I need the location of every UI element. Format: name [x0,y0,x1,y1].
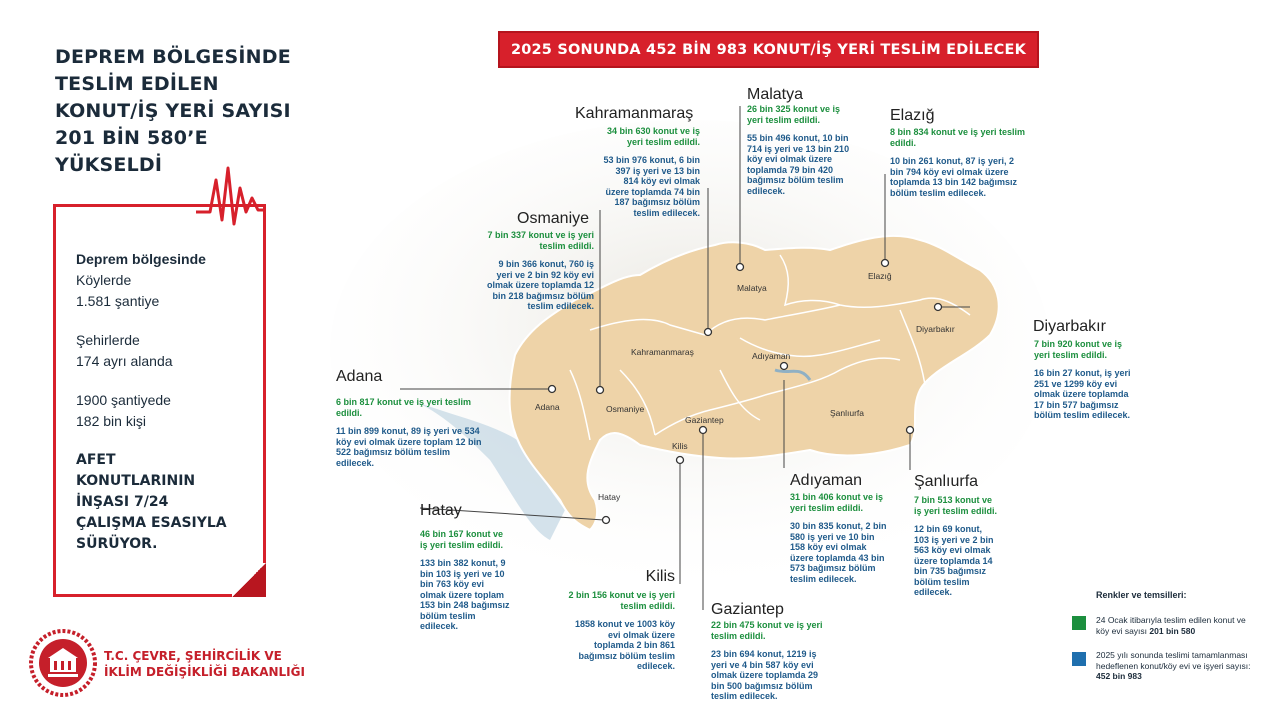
headline [55,44,315,179]
city-title-gaziantep: Gaziantep [711,601,784,618]
card-p1-line3: 1.581 şantiye [76,293,160,309]
ministry-emblem-icon [28,628,98,698]
card-caption [76,450,261,555]
city-title-elazig: Elazığ [890,107,935,124]
city-title-kahramanmaras: Kahramanmaraş [575,105,694,122]
map-label-adana: Adana [535,402,560,412]
city-title-malatya: Malatya [747,86,804,103]
city-marker-sanliurfa [907,427,914,434]
headline-line: YÜKSELDİ [55,154,163,176]
info-card [53,204,266,597]
delivered-text: 7 bin 513 konut ve iş yeri teslim edildi. [914,495,998,516]
legend-green-value: 201 bin 580 [1149,625,1196,636]
planned-text: 10 bin 261 konut, 87 iş yeri, 2 bin 794 köy evi olmak üzere toplamda 13 bin 142 bağımsız bölüm teslim edilecek. [890,156,1018,198]
city-info-kahramanmaras [598,126,700,218]
card-p3-line2: 182 bin kişi [76,413,147,429]
city-title-osmaniye: Osmaniye [517,210,590,227]
legend-blue-value: 452 bin 983 [1096,671,1142,681]
legend-blue-swatch [1072,652,1086,666]
city-info-adiyaman [790,492,892,584]
planned-text: 12 bin 69 konut, 103 iş yeri ve 2 bin 563 köy evi olmak üzere toplamda 14 bin 735 bağımsız bölüm teslim edilecek. [914,524,994,597]
legend-title: Renkler ve temsilleri: [1096,590,1187,600]
planned-text: 55 bin 496 konut, 10 bin 714 iş yeri ve 13 bin 210 köy evi olmak üzere toplamda 79 bin 420 bağımsız bölüm teslim edilecek. [747,133,850,196]
city-marker-adana [549,386,556,393]
city-marker-kilis [677,457,684,464]
delivered-text: 2 bin 156 konut ve iş yeri teslim edildi. [568,590,675,611]
legend-green-label: 24 Ocak itibarıyla teslim edilen konut ve köy evi sayısı [1096,615,1246,636]
city-title-hatay: Hatay [420,502,462,519]
city-title-adana: Adana [336,368,383,385]
city-info-malatya [747,104,857,196]
planned-text: 133 bin 382 konut, 9 bin 103 iş yeri ve 10 bin 763 köy evi olmak üzere toplam 153 bin 248 bağımsız bölüm teslim edilecek. [420,558,510,631]
legend-green-swatch [1072,616,1086,630]
planned-text: 53 bin 976 konut, 6 bin 397 iş yeri ve 13 bin 814 köy evi olmak üzere toplamda 74 bin 187 bağımsız bölüm teslim edilecek. [603,155,700,218]
map-label-adiyaman: Adıyaman [752,351,791,361]
map-label-gaziantep: Gaziantep [685,415,724,425]
legend-blue-label: 2025 yılı sonunda teslimi tamamlanması hedeflenen konut/köy evi ve işyeri sayısı: [1096,650,1251,671]
card-text [76,249,261,555]
caption-line: İNŞASI 7/24 [76,494,169,510]
planned-text: 23 bin 694 konut, 1219 iş yeri ve 4 bin 587 köy evi olmak üzere toplamda 29 bin 500 bağımsız bölüm teslim edilecek. [711,649,819,701]
card-p2-line2: 174 ayrı alanda [76,353,173,369]
caption-line: AFET [76,452,116,468]
card-p1-title: Deprem bölgesinde [76,251,206,267]
delivered-text: 6 bin 817 konut ve iş yeri teslim edildi. [336,397,472,418]
legend-blue-text [1096,650,1264,682]
caption-line: KONUTLARININ [76,473,196,489]
city-info-diyarbakir [1034,339,1134,421]
delivered-text: 31 bin 406 konut ve iş yeri teslim edildi. [790,492,884,513]
card-p3-line1: 1900 şantiyede [76,392,171,408]
city-info-kilis [568,590,675,672]
city-title-adiyaman: Adıyaman [790,472,863,489]
city-title-diyarbakir: Diyarbakır [1033,318,1106,335]
planned-text: 16 bin 27 konut, iş yeri 251 ve 1299 köy evi olmak üzere toplamda 17 bin 577 bağımsız bölüm teslim edilecek. [1034,368,1131,420]
city-marker-elazig [882,260,889,267]
city-info-gaziantep [711,620,833,702]
caption-line: ÇALIŞMA ESASIYLA [76,515,227,531]
headline-line: 201 BİN 580’E [55,127,208,149]
planned-text: 1858 konut ve 1003 köy evi olmak üzere toplamda 2 bin 861 bağımsız bölüm teslim edilecek. [574,619,675,671]
map-label-malatya: Malatya [737,283,767,293]
delivered-text: 22 bin 475 konut ve iş yeri teslim edildi. [711,620,823,641]
card-folded-corner [232,563,266,597]
ministry-line: İKLİM DEĞİŞİKLİĞİ BAKANLIĞI [104,665,305,679]
city-marker-gaziantep [700,427,707,434]
ministry-name [104,648,305,680]
ministry-line: T.C. ÇEVRE, ŞEHİRCİLİK VE [104,649,282,663]
city-marker-adiyaman [781,363,788,370]
map-label-diyarbakir: Diyarbakır [916,324,955,334]
city-title-sanliurfa: Şanlıurfa [914,473,979,490]
map-label-kilis: Kilis [672,441,688,451]
headline-line: KONUT/İŞ YERİ SAYISI [55,100,291,122]
delivered-text: 7 bin 920 konut ve iş yeri teslim edildi. [1034,339,1123,360]
city-info-hatay [420,529,512,632]
planned-text: 11 bin 899 konut, 89 iş yeri ve 534 köy evi olmak üzere toplam 12 bin 522 bağımsız bölüm teslim edilecek. [336,426,482,468]
map-label-osmaniye: Osmaniye [606,404,645,414]
city-info-osmaniye [484,230,594,312]
legend-green-text [1096,615,1256,636]
map-label-elazig: Elazığ [868,271,892,281]
heartbeat-icon [196,150,276,230]
city-marker-osmaniye [597,387,604,394]
headline-line: TESLİM EDİLEN [55,73,219,95]
city-marker-diyarbakir [935,304,942,311]
city-marker-kahramanmaras [705,329,712,336]
planned-text: 9 bin 366 konut, 760 iş yeri ve 2 bin 92 köy evi olmak üzere toplamda 12 bin 218 bağımsız bölüm teslim edilecek. [486,259,594,311]
city-info-adana [336,397,486,468]
caption-line: SÜRÜYOR. [76,536,158,552]
card-p2-line1: Şehirlerde [76,332,140,348]
map-label-kahramanmaras: Kahramanmaraş [631,347,694,357]
delivered-text: 7 bin 337 konut ve iş yeri teslim edildi. [487,230,594,251]
map-label-sanliurfa: Şanlıurfa [830,408,865,418]
planned-text: 30 bin 835 konut, 2 bin 580 iş yeri ve 10 bin 158 köy evi olmak üzere toplamda 43 bin 573 bağımsız bölüm teslim edilecek. [790,521,887,584]
delivered-text: 8 bin 834 konut ve iş yeri teslim edildi. [890,127,1026,148]
city-title-kilis: Kilis [645,568,675,585]
city-marker-malatya [737,264,744,271]
map-label-hatay: Hatay [598,492,621,502]
headline-line: DEPREM BÖLGESİNDE [55,46,291,68]
delivered-text: 46 bin 167 konut ve iş yeri teslim edildi. [420,529,504,550]
city-marker-hatay [603,517,610,524]
headline-banner: 2025 SONUNDA 452 BİN 983 KONUT/İŞ YERİ TESLİM EDİLECEK [498,31,1039,68]
city-info-elazig [890,127,1028,198]
city-info-sanliurfa [914,495,998,598]
card-p1-line2: Köylerde [76,272,132,288]
delivered-text: 26 bin 325 konut ve iş yeri teslim edildi. [747,104,841,125]
delivered-text: 34 bin 630 konut ve iş yeri teslim edildi. [606,126,700,147]
